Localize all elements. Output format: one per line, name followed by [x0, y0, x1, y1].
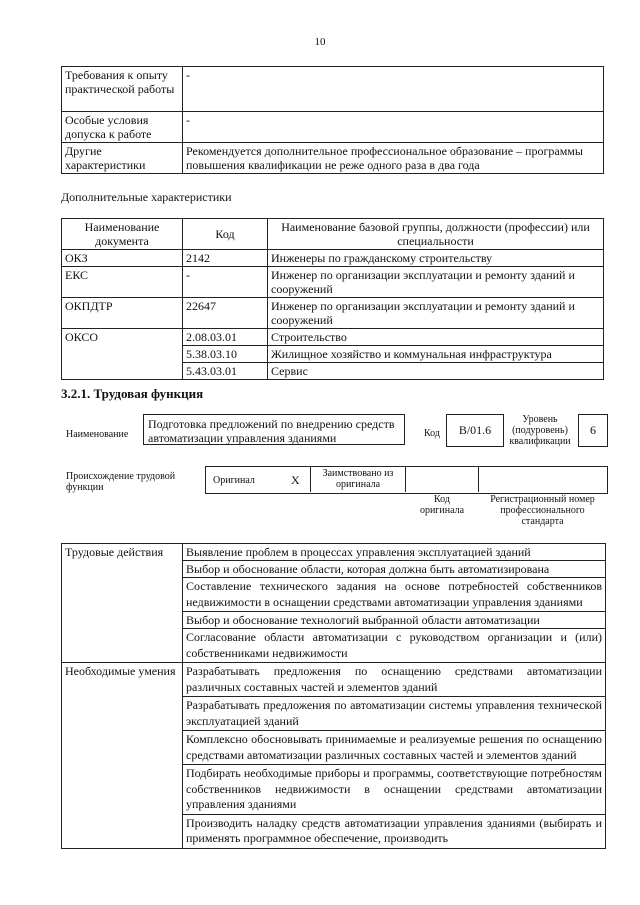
code-cell: -: [183, 267, 268, 298]
additional-table: [61, 218, 604, 380]
table-row: [62, 267, 604, 298]
name-label: Наименование: [66, 429, 129, 440]
function-code-box: B/01.6: [446, 414, 504, 447]
requirement-label: Другие характеристики: [62, 143, 183, 174]
action-item: Составление технического задания на основе потребностей собственников недвижимости в оснащении средствами автоматизации управления зданиями: [183, 578, 606, 612]
code-cell: 5.38.03.10: [183, 346, 268, 363]
actions-skills-table: [61, 543, 606, 849]
function-name-box: Подготовка предложений по внедрению средств автоматизации управления зданиями: [143, 414, 405, 445]
skill-item: Разрабатывать предложения по автоматизации системы управления технической эксплуатацией зданий: [183, 697, 606, 731]
code-cell: 22647: [183, 298, 268, 329]
requirements-table: [61, 66, 604, 174]
table-row: [62, 250, 604, 267]
requirement-label: Особые условия допуска к работе: [62, 112, 183, 143]
level-label: Уровень (подуровень) квалификации: [509, 414, 571, 447]
origin-label: Происхождение трудовой функции: [66, 471, 176, 493]
doc-cell: ОКЗ: [62, 250, 183, 267]
table-row: [62, 112, 604, 143]
code-label: Код: [424, 428, 440, 439]
skill-item: Комплексно обосновывать принимаемые и реализуемые решения по оснащению средствами автоматизации различных составных частей и элементов зданий: [183, 731, 606, 765]
table-header-row: [62, 219, 604, 250]
original-label: Оригинал: [213, 475, 255, 486]
actions-label: Трудовые действия: [62, 544, 183, 663]
requirement-label: Требования к опыту практической работы: [62, 67, 183, 112]
function-heading: 3.2.1. Трудовая функция: [61, 386, 204, 401]
doc-cell: ЕКС: [62, 267, 183, 298]
page-number: 10: [314, 36, 326, 48]
table-row: [62, 544, 606, 561]
action-item: Выбор и обоснование области, которая должна быть автоматизирована: [183, 561, 606, 578]
code-original-label: Код оригинала: [419, 494, 465, 516]
code-cell: 5.43.03.01: [183, 363, 268, 380]
origin-divider: [405, 466, 406, 492]
reg-number-label: Регистрационный номер профессионального стандарта: [490, 494, 595, 527]
requirement-value: Рекомендуется дополнительное профессиональное образование – программы повышения квалификации не реже одного раза в два года: [183, 143, 604, 174]
table-row: [62, 143, 604, 174]
requirement-value: -: [183, 67, 604, 112]
header-code: Код: [183, 219, 268, 250]
header-doc: Наименование документа: [62, 219, 183, 250]
doc-cell: ОКСО: [62, 329, 183, 380]
origin-box: [205, 466, 608, 494]
name-cell: Жилищное хозяйство и коммунальная инфраструктура: [268, 346, 604, 363]
action-item: Выявление проблем в процессах управления эксплуатацией зданий: [183, 544, 606, 561]
level-box: 6: [578, 414, 608, 447]
skill-item: Производить наладку средств автоматизации управления зданиями (выбирать и применять программное обеспечение, производить: [183, 814, 606, 848]
skill-item: Подбирать необходимые приборы и программы, соответствующие потребностям собственников недвижимости в оснащении средствами автоматизации управления зданиями: [183, 765, 606, 815]
name-cell: Строительство: [268, 329, 604, 346]
table-row: [62, 67, 604, 112]
origin-divider: [310, 466, 311, 492]
additional-title: Дополнительные характеристики: [61, 190, 232, 204]
borrowed-label: Заимствовано из оригинала: [322, 468, 394, 490]
name-cell: Инженер по организации эксплуатации и ремонту зданий и сооружений: [268, 298, 604, 329]
name-cell: Сервис: [268, 363, 604, 380]
name-cell: Инженеры по гражданскому строительству: [268, 250, 604, 267]
original-mark: X: [291, 473, 300, 487]
doc-cell: ОКПДТР: [62, 298, 183, 329]
action-item: Согласование области автоматизации с руководством организации и (или) собственниками недвижимости: [183, 629, 606, 663]
header-name: Наименование базовой группы, должности (профессии) или специальности: [268, 219, 604, 250]
origin-divider: [478, 466, 479, 492]
name-cell: Инженер по организации эксплуатации и ремонту зданий и сооружений: [268, 267, 604, 298]
code-cell: 2.08.03.01: [183, 329, 268, 346]
table-row: [62, 663, 606, 697]
action-item: Выбор и обоснование технологий выбранной области автоматизации: [183, 612, 606, 629]
table-row: [62, 329, 604, 346]
code-cell: 2142: [183, 250, 268, 267]
skill-item: Разрабатывать предложения по оснащению средствами автоматизации различных составных частей и элементов зданий: [183, 663, 606, 697]
requirement-value: -: [183, 112, 604, 143]
skills-label: Необходимые умения: [62, 663, 183, 849]
table-row: [62, 298, 604, 329]
